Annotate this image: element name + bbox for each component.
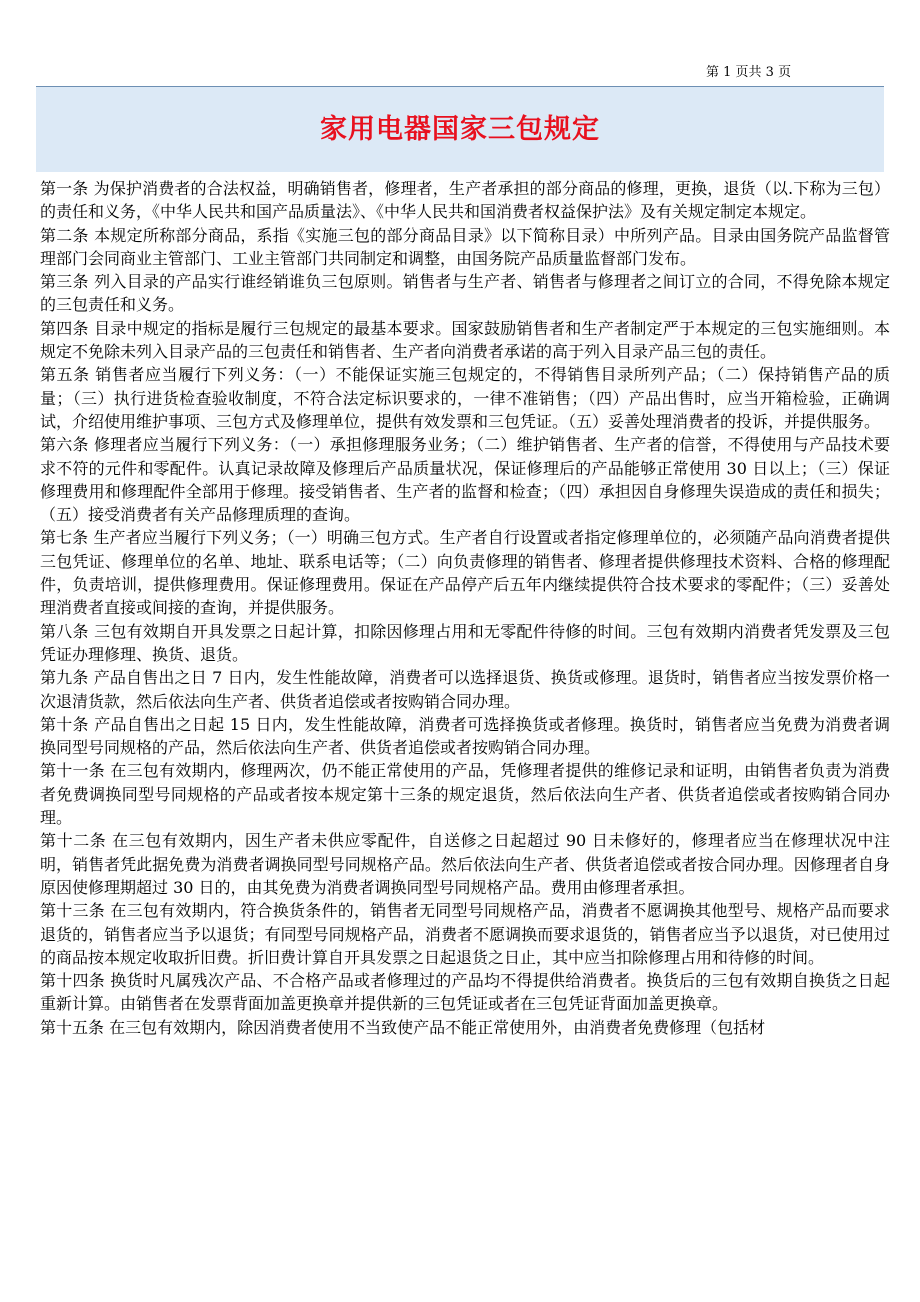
article-7: 第七条 生产者应当履行下列义务；（一）明确三包方式。生产者自行设置或者指定修理单位的，必须随产品向消费者提供三包凭证、修理单位的名单、地址、联系电话等；（二）向负责修理的销售者、修理者提供修理技术资料、合格的修理配件，负责培训，提供修理费用。保证修理费用。保证在产品停产后五年内继续提供符合技术要求的零配件；（三）妥善处理消费者直接或间接的查询，并提供服务。 bbox=[40, 528, 890, 618]
article-12: 第十二条 在三包有效期内，因生产者未供应零配件，自送修之日起超过 90 日未修好的，修理者应当在修理状况中注明，销售者凭此据免费为消费者调换同型号同规格产品。然后依法向生产者、供货者追偿或者按合同办理。因修理者自身原因使修理期超过 30 日的，由其免费为消费者调换同型号同规格产品。费用由修理者承担。 bbox=[40, 831, 890, 897]
article-2: 第二条 本规定所称部分商品，系指《实施三包的部分商品目录》以下简称目录）中所列产品。目录由国务院产品监督管理部门会同商业主管部门、工业主管部门共同制定和调整，由国务院产品质量监督部门发布。 bbox=[40, 225, 890, 268]
page-number: 第 1 页共 3 页 bbox=[706, 65, 792, 80]
article-4: 第四条 目录中规定的指标是履行三包规定的最基本要求。国家鼓励销售者和生产者制定严于本规定的三包实施细则。本规定不免除未列入目录产品的三包责任和销售者、生产者向消费者承诺的高于列入目录产品三包的责任。 bbox=[40, 318, 890, 362]
article-9: 第九条 产品自售出之日 7 日内，发生性能故障，消费者可以选择退货、换货或修理。退货时，销售者应当按发票价格一次退清货款，然后依法向生产者、供货者追偿或者按购销合同办理。 bbox=[40, 668, 890, 711]
article-10: 第十条 产品自售出之日起 15 日内，发生性能故障，消费者可选择换货或者修理。换货时，销售者应当免费为消费者调换同型号同规格的产品，然后依法向生产者、供货者追偿或者按购销合同办理。 bbox=[40, 714, 890, 758]
article-3: 第三条 列入目录的产品实行谁经销谁负三包原则。销售者与生产者、销售者与修理者之间订立的合同，不得免除本规定的三包责任和义务。 bbox=[40, 272, 890, 315]
document-title: 家用电器国家三包规定 bbox=[320, 114, 600, 145]
article-1: 第一条 为保护消费者的合法权益，明确销售者，修理者，生产者承担的部分商品的修理，更换，退货（以.下称为三包）的责任和义务，《中华人民共和国产品质量法》、《中华人民共和国消费者权益保护法》及有关规定制定本规定。 bbox=[40, 179, 890, 222]
title-banner bbox=[36, 86, 884, 172]
article-13: 第十三条 在三包有效期内，符合换货条件的，销售者无同型号同规格产品，消费者不愿调换其他型号、规格产品而要求退货的，销售者应当予以退货；有同型号同规格产品，消费者不愿调换而要求退货的，销售者应当予以退货，对已使用过的商品按本规定收取折旧费。折旧费计算自开具发票之日起退货之日止，其中应当扣除修理占用和待修的时间。 bbox=[40, 901, 890, 967]
article-5: 第五条 销售者应当履行下列义务：（一）不能保证实施三包规定的，不得销售目录所列产品；（二）保持销售产品的质量；（三）执行进货检查验收制度，不符合法定标识要求的，一律不准销售；（四）产品出售时，应当开箱检验，正确调试，介绍使用维护事项、三包方式及修理单位，提供有效发票和三包凭证。（五）妥善处理消费者的投诉，并提供服务。 bbox=[40, 365, 890, 431]
article-11: 第十一条 在三包有效期内，修理两次，仍不能正常使用的产品，凭修理者提供的维修记录和证明，由销售者负责为消费者免费调换同型号同规格的产品或者按本规定第十三条的规定退货，然后依法向生产者、供货者追偿或者按购销合同办理。 bbox=[40, 761, 890, 828]
article-15: 第十五条 在三包有效期内，除因消费者使用不当致使产品不能正常使用外，由消费者免费修理（包括材 bbox=[40, 1017, 766, 1037]
article-8: 第八条 三包有效期自开具发票之日起计算，扣除因修理占用和无零配件待修的时间。三包有效期内消费者凭发票及三包凭证办理修理、换货、退货。 bbox=[40, 621, 890, 664]
article-6: 第六条 修理者应当履行下列义务：（一）承担修理服务业务；（二）维护销售者、生产者的信誉，不得使用与产品技术要求不符的元件和零配件。认真记录故障及修理后产品质量状况，保证修理后的产品能够正常使用 30 日以上；（三）保证修理费用和修理配件全部用于修理。接受销售者、生产者的监督和检查；（四）承担因自身修理失误造成的责任和损失；（五）接受消费者有关产品修理质理的查询。 bbox=[40, 435, 890, 525]
document-body bbox=[40, 177, 890, 1302]
article-14: 第十四条 换货时凡属残次产品、不合格产品或者修理过的产品均不得提供给消费者。换货后的三包有效期自换货之日起重新计算。由销售者在发票背面加盖更换章并提供新的三包凭证或者在三包凭证背面加盖更换章。 bbox=[40, 971, 890, 1014]
